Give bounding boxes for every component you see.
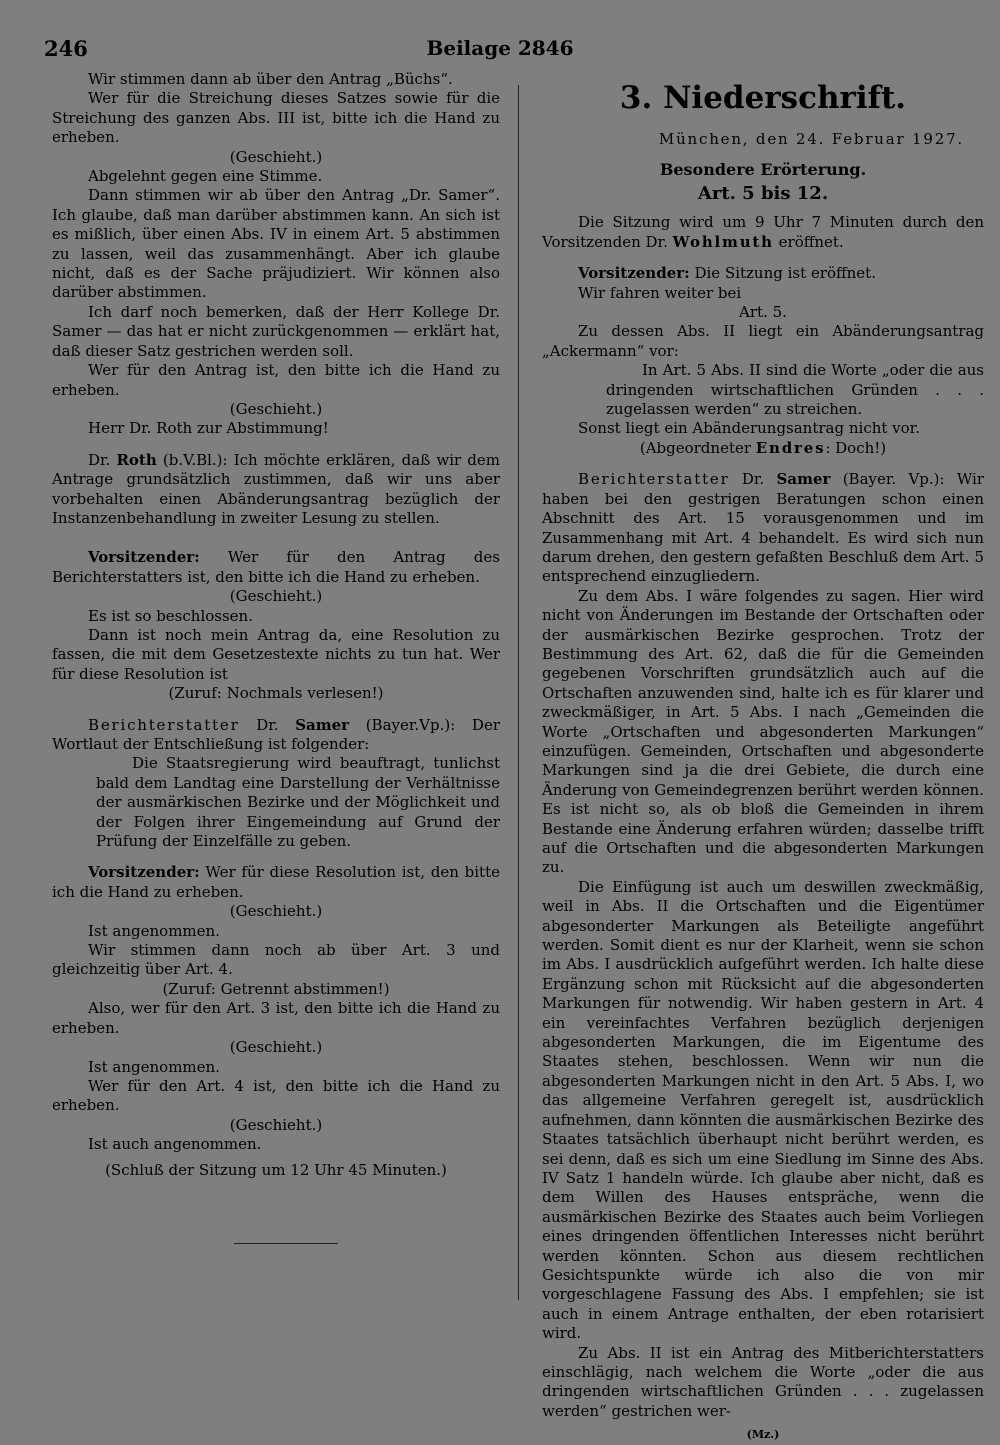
speaker-label: Berichterstatter [578,470,730,489]
paragraph: Wer für die Streichung dieses Satzes sowie für die Streichung des ganzen Abs. III ist, bitte ich die Hand zu erheben. [52,89,500,147]
paragraph: Ist auch angenommen. [88,1135,262,1154]
speaker-paragraph: Vorsitzender: Die Sitzung ist eröffnet. [578,264,876,283]
left-column [52,70,500,1180]
paragraph: Die Sitzung wird um 9 Uhr 7 Minuten durch den Vorsitzenden Dr. Wohlmuth eröffnet. [542,213,984,251]
paragraph: Wer für den Art. 4 ist, den bitte ich die Hand zu erheben. [52,1076,500,1115]
article-ref: Art. 5. [739,303,787,322]
stage-direction: (Geschieht.) [229,399,323,418]
right-column [542,76,984,1445]
chair-name: Wohlmuth [672,232,774,251]
amendment-quote: In Art. 5 Abs. II sind die Worte „oder die aus dringenden wirtschaftlichen Gründen . . . zugelassen werden“ zu streichen. [606,361,984,419]
paragraph: Zu dem Abs. I wäre folgendes zu sagen. Hier wird nicht von Änderungen im Bestande der Ortschaften oder der ausmärkischen Bezirke gesprochen. Trotz der Bestimmung des Art. 62, daß die für die Gemeinden gegebenen Vorschriften grundsätzlich auch auf die Ortschaften anzuwenden sind, halte ich es für klarer und zweckmäßiger, in Art. 5 Abs. I nach „Gemeinden die Worte „Ortschaften und abgesonderten Markungen“ einzufügen. Gemeinden, Ortschaften und abgesonderte Markungen sind ja die drei Gebiete, die durch eine Änderung von Gemeindegrenzen berührt werden können. Es ist nicht so, als ob bloß die Gemeinden in ihrem Bestande eine Änderung erfahren würden; dasselbe trifft auf die Ortschaften und die abgesonderten Markungen zu. [542,586,984,877]
speaker-label: Vorsitzender: [578,264,690,283]
paragraph: Dann stimmen wir ab über den Antrag „Dr. Samer“. Ich glaube, daß man darüber abstimmen kann. An sich ist es mißlich, über einen Abs. IV in einem Art. 5 abstimmen zu lassen, weil das zusammenhängt. Aber ich glaube nicht, daß es der Sache präjudiziert. Wir können also darüber abstimmen. [52,186,500,302]
speaker-paragraph: Berichterstatter Dr. Samer (Bayer.Vp.): Der Wortlaut der Entschließung ist folgender: [52,715,500,753]
paragraph: Die Einfügung ist auch um deswillen zweckmäßig, weil in Abs. II die Ortschaften und die Eigentümer abgesonderter Markungen als Beteiligte angeführt werden. Somit dient es nur der Klarheit, wenn sie schon im Abs. I ausdrücklich aufgeführt werden. Ich halte diese Ergänzung schon mit Rücksicht auf die abgesonderten Markungen für notwendig. Wir haben gestern in Art. 4 ein vereinfachtes Verfahren bezüglich derjenigen abgesonderten Markungen, die im Eigentume des Staates stehen, beschlossen. Wenn wir nun die abgesonderten Markungen nicht in den Art. 5 Abs. I, wo das allgemeine Verfahren geregelt ist, ausdrücklich aufnehmen, dann könnten die ausmärkischen Bezirke des Staates tatsächlich überhaupt nicht berührt werden, es sei denn, daß es sich um eine Siedlung im Sinne des Abs. IV Satz 1 handeln würde. Ich glaube aber nicht, daß es dem Willen des Hauses entspräche, wenn die ausmärkischen Bezirke des Staates auch beim Vorliegen eines dringenden öffentlichen Interesses nicht berührt werden könnten. Schon aus diesem rechtlichen Gesichtspunkte würde ich also die von mir vorgeschlagene Fassung des Abs. I empfehlen; sie ist auch in einem Antrage enthalten, der eben rotarisiert wird. [542,877,984,1343]
interjection: (Zuruf: Nochmals verlesen!) [168,684,384,703]
speaker-label: Berichterstatter [88,715,240,734]
paragraph: Ist angenommen. [88,921,220,940]
resolution-quote: Die Staatsregierung wird beauftragt, tunlichst bald dem Landtag eine Darstellung der Verhältnisse der ausmärkischen Bezirke und der Möglichkeit und der Folgen ihrer Eingemeindung auf Grund der Prüfung der Einzelfälle zu geben. [96,754,500,851]
stage-direction: (Geschieht.) [229,147,323,166]
paragraph: Wir stimmen dann noch ab über Art. 3 und gleichzeitig über Art. 4. [52,941,500,979]
speaker-paragraph: Dr. Roth (b.V.Bl.): Ich möchte erklären, daß wir dem Antrage grundsätzlich zustimmen, daß wir uns aber vorbehalten einen Abänderungsantrag bezüglich der Instanzenbehandlung in zweiter Lesung zu stellen. [52,450,500,527]
paragraph: Ist angenommen. [88,1057,220,1076]
page-number: 246 [44,36,88,61]
speaker-paragraph: Berichterstatter Dr. Samer (Bayer. Vp.): Wir haben bei den gestrigen Beratungen schon einen Abschnitt des Art. 15 vorausgenommen und im Zusammenhang mit Art. 4 behandelt. Es wird sich nun darum drehen, den gestern gefaßten Beschluß dem Art. 5 entsprechend einzugliedern. [542,470,984,586]
paragraph: Abgelehnt gegen eine Stimme. [88,167,323,186]
paragraph: Sonst liegt ein Abänderungsantrag nicht vor. [578,419,920,438]
minutes-title: 3. Niederschrift. [619,80,907,116]
speaker-paragraph: Vorsitzender: Wer für diese Resolution ist, den bitte ich die Hand zu erheben. [52,863,500,901]
end-rule [234,1243,338,1244]
stage-direction: (Geschieht.) [229,902,323,921]
paragraph: Dann ist noch mein Antrag da, eine Resolution zu fassen, die mit dem Gesetzestexte nichts zu tun hat. Wer für diese Resolution ist [52,625,500,683]
paragraph: Es ist so beschlossen. [88,606,253,625]
speaker-label: Vorsitzender: [88,548,200,567]
speaker-paragraph: Vorsitzender: Wer für den Antrag des Berichterstatters ist, den bitte ich die Hand zu erheben. [52,548,500,586]
articles-heading: Art. 5 bis 12. [697,183,829,205]
printer-mark: (Mz.) [746,1428,780,1442]
speaker-name: Roth [116,450,157,469]
session-close-note: (Schluß der Sitzung um 12 Uhr 45 Minuten.) [105,1160,447,1179]
section-heading: Besondere Erörterung. [659,160,867,180]
interjection: (Abgeordneter Endres: Doch!) [639,438,887,457]
paragraph: Zu dessen Abs. II liegt ein Abänderungsantrag „Ackermann“ vor: [542,322,984,360]
paragraph: Ich darf noch bemerken, daß der Herr Kollege Dr. Samer — das hat er nicht zurückgenommen — erklärt hat, daß dieser Satz gestrichen werden soll. [52,302,500,360]
paragraph: Also, wer für den Art. 3 ist, den bitte ich die Hand zu erheben. [52,999,500,1037]
speaker-label: Vorsitzender: [88,863,200,882]
paragraph: Wir stimmen dann ab über den Antrag „Büchs“. [88,70,453,88]
column-divider [518,85,519,1300]
stage-direction: (Geschieht.) [229,587,323,606]
paragraph: Zu Abs. II ist ein Antrag des Mitberichterstatters einschlägig, nach welchem die Worte „oder die aus dringenden wirtschaftlichen Gründen . . . zugelassen werden“ gestrichen wer- [542,1343,984,1420]
page-header-title: Beilage 2846 [426,36,574,60]
dateline: München, den 24. Februar 1927. [658,130,964,148]
paragraph: Wir fahren weiter bei [578,283,742,302]
speaker-name: Samer [295,715,350,734]
stage-direction: (Geschieht.) [229,1115,323,1134]
interjection: (Zuruf: Getrennt abstimmen!) [162,979,390,998]
paragraph: Wer für den Antrag ist, den bitte ich die Hand zu erheben. [52,361,500,399]
stage-direction: (Geschieht.) [229,1038,323,1057]
paragraph: Herr Dr. Roth zur Abstimmung! [88,419,329,438]
speaker-name: Samer [776,470,831,489]
speaker-name: Endres [755,438,826,457]
